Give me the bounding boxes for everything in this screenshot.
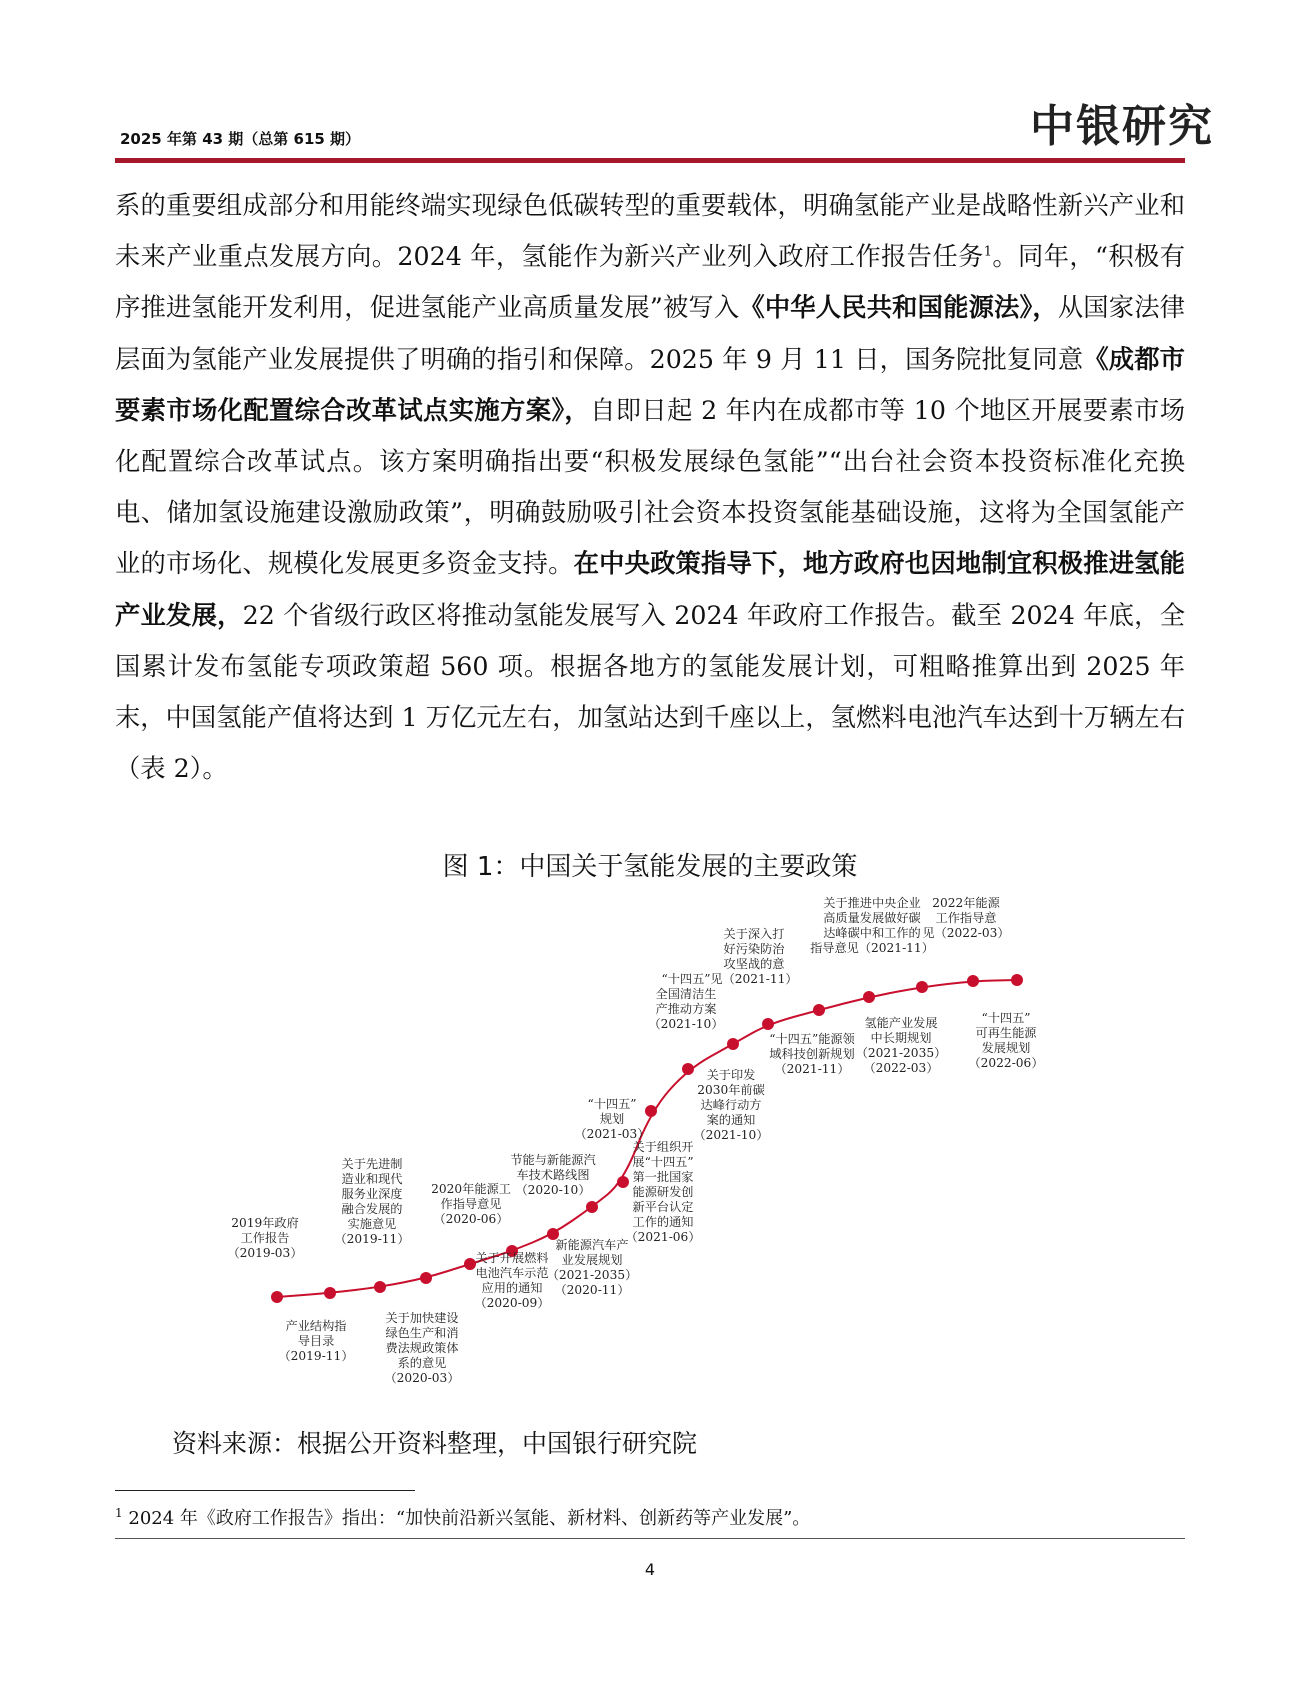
timeline-label-line: 见（2022-03） bbox=[922, 926, 1010, 940]
timeline-node bbox=[967, 975, 979, 987]
timeline-label-line: 指导意见（2021-11） bbox=[810, 941, 934, 955]
timeline-label-line: 电池汽车示范 bbox=[475, 1266, 549, 1280]
para-text-2: 。同年，“积极有序推进氢能开发利用，促进氢能产业高质量发展”被写入 bbox=[115, 242, 1185, 323]
timeline-label-line: 关于深入打 bbox=[723, 927, 785, 941]
timeline-node bbox=[464, 1258, 476, 1270]
timeline-label bbox=[769, 1031, 855, 1076]
footnote bbox=[115, 1504, 810, 1530]
timeline-label-line: “十四五” bbox=[981, 1011, 1031, 1025]
timeline-label-line: （2020-03） bbox=[384, 1371, 460, 1385]
figure-source: 资料来源：根据公开资料整理，中国银行研究院 bbox=[172, 1429, 698, 1458]
timeline-node bbox=[420, 1272, 432, 1284]
timeline-label-line: 关于先进制 bbox=[341, 1157, 403, 1171]
timeline-label-line: 新能源汽车产 bbox=[555, 1238, 629, 1252]
timeline-node bbox=[324, 1287, 336, 1299]
timeline-label-line: 造业和现代 bbox=[341, 1172, 403, 1186]
timeline-label-line: 中长期规划 bbox=[870, 1031, 932, 1045]
timeline-node bbox=[586, 1201, 598, 1213]
timeline-label-line: 新平台认定 bbox=[632, 1200, 694, 1214]
timeline-label-line: “十四五” bbox=[587, 1097, 637, 1111]
timeline-node bbox=[617, 1176, 629, 1188]
timeline-label bbox=[278, 1318, 353, 1363]
timeline-label-line: 车技术路线图 bbox=[516, 1168, 590, 1182]
timeline-label-line: （2021-11） bbox=[774, 1062, 850, 1076]
brand-logo: 中银研究 bbox=[1030, 101, 1214, 152]
timeline-node bbox=[813, 1004, 825, 1016]
figure-title: 图 1：中国关于氢能发展的主要政策 bbox=[442, 852, 858, 882]
timeline-node bbox=[916, 981, 928, 993]
timeline-label bbox=[922, 895, 1009, 940]
timeline-label-line: 达峰碳中和工作的 bbox=[823, 926, 921, 940]
timeline-label-line: 节能与新能源汽 bbox=[510, 1153, 596, 1167]
timeline-label-line: 作指导意见 bbox=[440, 1197, 502, 1211]
timeline-label-line: （2020-10） bbox=[515, 1183, 591, 1197]
timeline-label bbox=[334, 1156, 409, 1246]
timeline-node bbox=[374, 1281, 386, 1293]
timeline-label-line: （2021-06） bbox=[625, 1230, 701, 1244]
timeline-label-line: 2022年能源 bbox=[932, 896, 1000, 910]
timeline-label-line: 高质量发展做好碳 bbox=[823, 911, 921, 925]
timeline-label-line: 业发展规划 bbox=[561, 1253, 623, 1267]
timeline-label bbox=[384, 1310, 459, 1385]
timeline-label-line: 关于组织开 bbox=[632, 1140, 694, 1154]
timeline-node bbox=[682, 1063, 694, 1075]
timeline-label-line: （2020-11） bbox=[554, 1283, 630, 1297]
timeline-label-line: “十四五”能源领 bbox=[769, 1032, 855, 1046]
timeline-label-line: 关于加快建设 bbox=[385, 1311, 459, 1325]
timeline-node bbox=[1011, 974, 1023, 986]
footer-divider bbox=[115, 1538, 1185, 1539]
timeline-label-line: 系的意见 bbox=[397, 1356, 447, 1370]
timeline-label bbox=[810, 895, 934, 955]
timeline-label-line: 实施意见 bbox=[347, 1217, 397, 1231]
timeline-label-line: 关于推进中央企业 bbox=[823, 896, 921, 910]
timeline-label-line: 工作的通知 bbox=[632, 1215, 694, 1229]
timeline-label-line: （2019-11） bbox=[278, 1349, 354, 1363]
timeline-label-line: 关于开展燃料 bbox=[475, 1251, 549, 1265]
timeline-label-line: 绿色生产和消 bbox=[385, 1326, 459, 1340]
timeline-label-line: （2021-2035） bbox=[855, 1046, 947, 1060]
timeline-label-line: 可再生能源 bbox=[975, 1026, 1037, 1040]
timeline-label-line: 全国清洁生 bbox=[655, 987, 717, 1001]
para-bold-1: 《中华人民共和国能源法》， bbox=[739, 292, 1058, 323]
para-text-3: 从国家法律层面为氢能产业发展提供了明确的指引和保障。2025 年 9 月 11 日，国务院批复同意 bbox=[115, 293, 1185, 374]
footnote-ref[interactable]: 1 bbox=[983, 244, 992, 260]
timeline-label-line: 融合发展的 bbox=[341, 1202, 403, 1216]
footnote-divider bbox=[115, 1490, 415, 1491]
para-text-5: 22 个省级行政区将推动氢能发展写入 2024 年政府工作报告。截至 2024 年底，全国累计发布氢能专项政策超 560 项。根据各地方的氢能发展计划，可粗略推算出到 2025 年末，中国氢能产值将达到 1 万亿元左右，加氢站达到千座以上，氢燃料电池汽车达到十万辆左右（表 2）。 bbox=[115, 600, 1185, 784]
timeline-label bbox=[693, 1067, 768, 1142]
footnote-mark: 1 bbox=[115, 1506, 123, 1520]
page-number: 4 bbox=[644, 1560, 656, 1579]
timeline-label-line: （2019-03） bbox=[227, 1246, 303, 1260]
timeline-label bbox=[227, 1215, 302, 1260]
timeline-label-line: “十四五” bbox=[661, 972, 711, 986]
timeline-label bbox=[710, 926, 797, 986]
timeline-label-line: 产推动方案 bbox=[655, 1002, 717, 1016]
timeline-label-line: 2020年能源工 bbox=[431, 1182, 511, 1196]
timeline-label-line: 能源研发创 bbox=[632, 1185, 694, 1199]
timeline-label-line: （2021-10） bbox=[648, 1017, 724, 1031]
timeline-label-line: 案的通知 bbox=[706, 1113, 756, 1127]
timeline-label-line: （2022-03） bbox=[863, 1061, 939, 1075]
timeline-label bbox=[625, 1140, 700, 1244]
timeline-label-line: （2021-2035） bbox=[546, 1268, 638, 1282]
timeline-label-line: 2030年前碳 bbox=[697, 1083, 765, 1097]
timeline-label-line: 2019年政府 bbox=[231, 1216, 299, 1230]
para-text-1: 系的重要组成部分和用能终端实现绿色低碳转型的重要载体，明确氢能产业是战略性新兴产业和未来产业重点发展方向。2024 年，氢能作为新兴产业列入政府工作报告任务 bbox=[115, 191, 1185, 272]
timeline-label-line: 攻坚战的意 bbox=[723, 957, 785, 971]
timeline-node bbox=[863, 991, 875, 1003]
timeline-label-line: （2020-09） bbox=[474, 1296, 550, 1310]
footnote-text: 2024 年《政府工作报告》指出：“加快前沿新兴氢能、新材料、创新药等产业发展”。 bbox=[122, 1508, 811, 1529]
timeline-node bbox=[762, 1018, 774, 1030]
timeline-label-line: 达峰行动方 bbox=[700, 1098, 762, 1112]
timeline-node bbox=[645, 1105, 657, 1117]
timeline-label-line: （2022-06） bbox=[968, 1056, 1044, 1070]
timeline-label bbox=[547, 1237, 638, 1297]
para-bold-2: 《成都市要素市场化配置综合改革试点实施方案》， bbox=[115, 343, 1185, 425]
para-bold-3: 在中央政策指导下，地方政府也因地制宜积极推进氢能产业发展， bbox=[115, 548, 1185, 630]
timeline-label-line: 服务业深度 bbox=[341, 1187, 403, 1201]
issue-label: 2025 年第 43 期（总第 615 期） bbox=[120, 130, 361, 148]
timeline-label bbox=[968, 1010, 1043, 1070]
timeline-label-line: 工作指导意 bbox=[935, 911, 997, 925]
timeline-label-line: （2020-06） bbox=[433, 1212, 509, 1226]
timeline-label-line: 关于印发 bbox=[706, 1068, 756, 1082]
para-text-4: 自即日起 2 年内在成都市等 10 个地区开展要素市场化配置综合改革试点。该方案明确指出要“积极发展绿色氢能”“出台社会资本投资标准化充换电、储加氢设施建设激励政策”，明确鼓励吸引社会资本投资氢能基础设施，这将为全国氢能产业的市场化、规模化发展更多资金支持。 bbox=[115, 395, 1185, 579]
timeline-label bbox=[510, 1152, 595, 1197]
timeline-label-line: （2021-10） bbox=[693, 1128, 769, 1142]
timeline-label-line: 展“十四五” bbox=[632, 1155, 694, 1169]
timeline-label-line: 第一批国家 bbox=[632, 1170, 694, 1184]
timeline-label-line: 工作报告 bbox=[240, 1231, 290, 1245]
timeline-label bbox=[431, 1181, 511, 1226]
timeline-label-line: 费法规政策体 bbox=[385, 1341, 459, 1355]
timeline-label bbox=[856, 1015, 947, 1075]
timeline-label-line: 好污染防治 bbox=[723, 942, 785, 956]
timeline-node bbox=[271, 1291, 283, 1303]
timeline-label bbox=[574, 1096, 649, 1141]
timeline-label-line: （2019-11） bbox=[334, 1232, 410, 1246]
timeline-label-line: 氢能产业发展 bbox=[864, 1016, 938, 1030]
timeline-label-line: 域科技创新规划 bbox=[769, 1047, 855, 1061]
timeline-node bbox=[727, 1038, 739, 1050]
timeline-label-line: （2021-03） bbox=[574, 1127, 650, 1141]
timeline-label bbox=[474, 1250, 549, 1310]
timeline-label-line: 见（2021-11） bbox=[710, 972, 798, 986]
timeline-label-line: 规划 bbox=[599, 1112, 625, 1126]
timeline-label-line: 发展规划 bbox=[981, 1041, 1031, 1055]
timeline-label-line: 产业结构指 bbox=[285, 1319, 347, 1333]
timeline-label-line: 导目录 bbox=[297, 1334, 335, 1348]
timeline-label-line: 应用的通知 bbox=[481, 1281, 543, 1295]
